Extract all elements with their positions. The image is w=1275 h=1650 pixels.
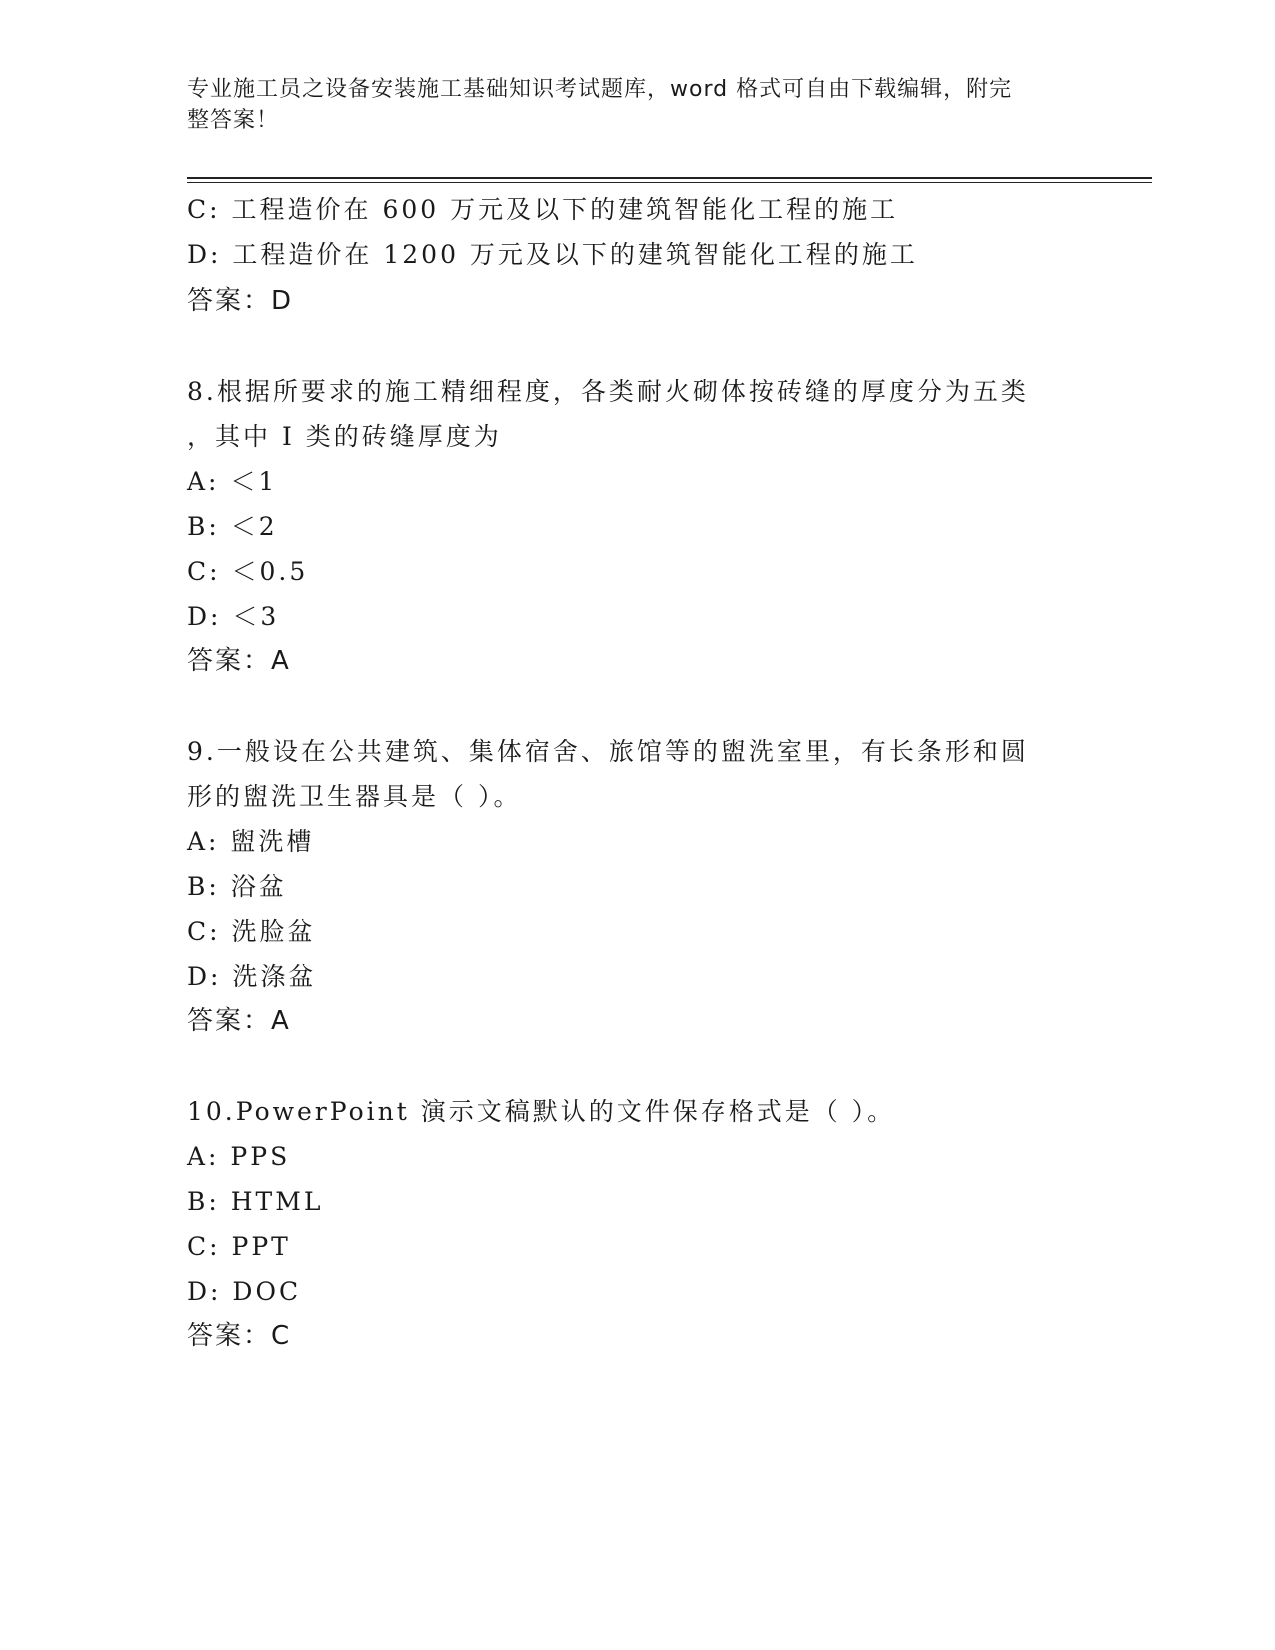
header-line-2: 整答案！	[187, 108, 280, 133]
q8-answer: 答案：A	[187, 646, 291, 676]
header-divider-thin	[187, 182, 1152, 183]
q10-option-b: B: HTML	[187, 1187, 324, 1216]
q8-option-d: D: ＜3	[187, 602, 280, 631]
q9-answer: 答案：A	[187, 1006, 291, 1036]
q8-option-c: C: ＜0.5	[187, 557, 309, 586]
q8-stem-line-2: ，其中 I 类的砖缝厚度为	[187, 422, 502, 451]
document-header	[187, 74, 1067, 136]
q10-stem-line-1: 10.PowerPoint 演示文稿默认的文件保存格式是（ ）。	[187, 1097, 896, 1126]
q9-stem-line-1: 9.一般设在公共建筑、集体宿舍、旅馆等的盥洗室里，有长条形和圆	[187, 737, 1029, 766]
header-divider-thick	[187, 177, 1152, 179]
q7-option-c: C: 工程造价在 600 万元及以下的建筑智能化工程的施工	[187, 195, 899, 224]
q9-option-a: A: 盥洗槽	[187, 827, 315, 856]
q10-option-c: C: PPT	[187, 1232, 291, 1261]
q8-option-b: B: ＜2	[187, 512, 278, 541]
q10-option-a: A: PPS	[187, 1142, 291, 1171]
q9-stem-line-2: 形的盥洗卫生器具是（ ）。	[187, 782, 522, 811]
q7-answer: 答案：D	[187, 286, 294, 316]
q8-option-a: A: ＜1	[187, 467, 278, 496]
q8-stem-line-1: 8.根据所要求的施工精细程度，各类耐火砌体按砖缝的厚度分为五类	[187, 377, 1029, 406]
q9-option-b: B: 浴盆	[187, 872, 287, 901]
q10-option-d: D: DOC	[187, 1277, 302, 1306]
q10-answer: 答案：C	[187, 1321, 292, 1351]
q9-option-c: C: 洗脸盆	[187, 917, 316, 946]
q9-option-d: D: 洗涤盆	[187, 962, 317, 991]
q7-option-d: D: 工程造价在 1200 万元及以下的建筑智能化工程的施工	[187, 240, 918, 269]
header-line-1: 专业施工员之设备安装施工基础知识考试题库，word 格式可自由下载编辑，附完	[187, 77, 1013, 102]
